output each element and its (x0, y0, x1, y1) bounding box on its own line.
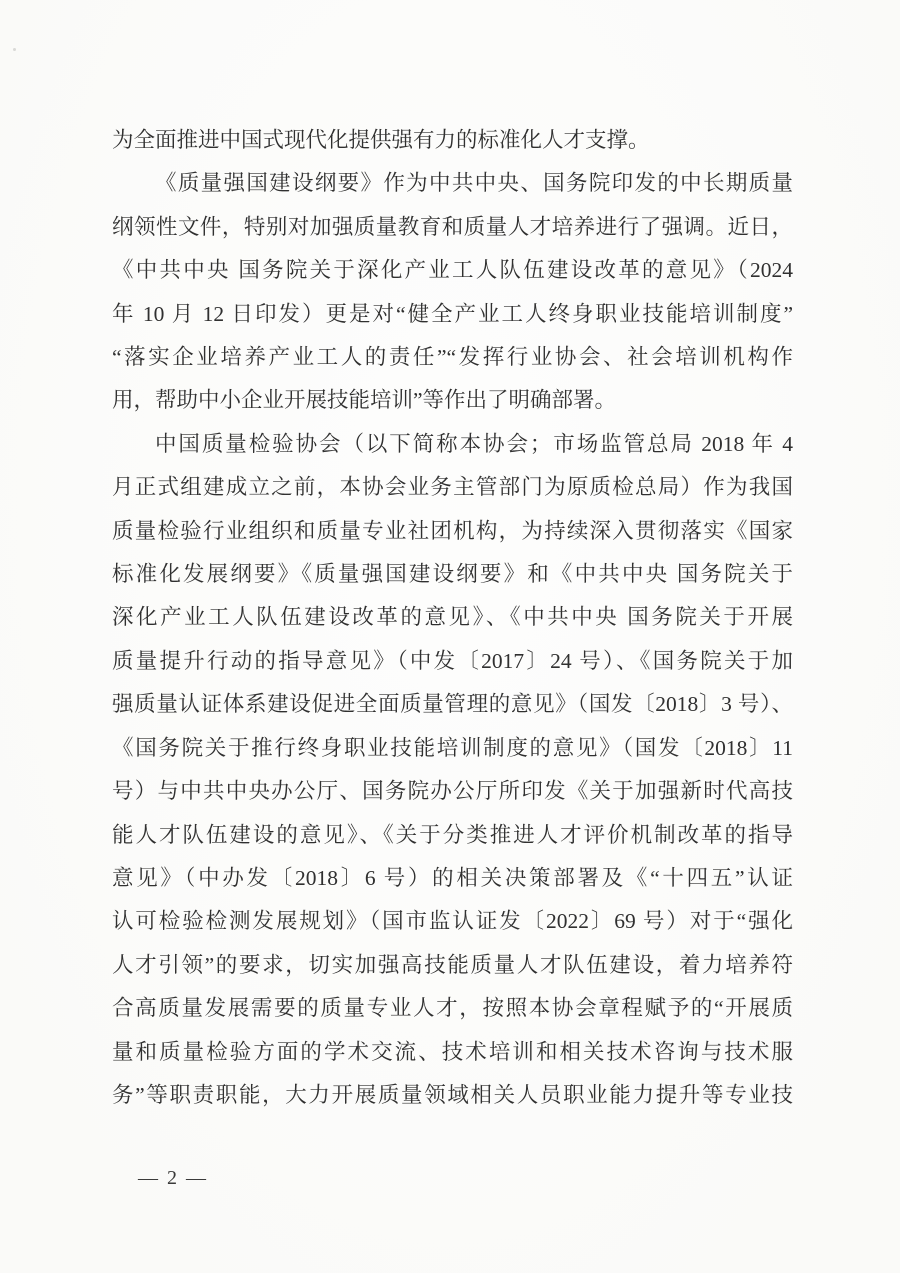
paragraph (112, 119, 793, 162)
document-body (112, 119, 793, 1117)
text-line: 务”等职责职能，大力开展质量领域相关人员职业能力提升等专业技 (112, 1082, 793, 1107)
text-line: 《国务院关于推行终身职业技能培训制度的意见》（国发〔2018〕11 (112, 735, 793, 760)
text-line: 为全面推进中国式现代化提供强有力的标准化人才支撑。 (112, 128, 650, 152)
text-line: 深化产业工人队伍建设改革的意见》、《中共中央 国务院关于开展 (112, 605, 793, 630)
text-line: 强质量认证体系建设促进全面质量管理的意见》（国发〔2018〕3 号）、 (112, 692, 793, 717)
text-line: 能人才队伍建设的意见》、《关于分类推进人才评价机制改革的指导 (112, 822, 793, 847)
text-line: “落实企业培养产业工人的责任”“发挥行业协会、社会培训机构作 (112, 345, 793, 370)
text-line: 标准化发展纲要》《质量强国建设纲要》和《中共中央 国务院关于 (112, 562, 793, 587)
text-line: 认可检验检测发展规划》（国市监认证发〔2022〕69 号）对于“强化 (112, 909, 793, 934)
text-line: 年 10 月 12 日印发）更是对“健全产业工人终身职业技能培训制度” (112, 301, 793, 326)
text-line: 质量提升行动的指导意见》（中发〔2017〕24 号）、《国务院关于加 (112, 648, 793, 673)
text-line: 合高质量发展需要的质量专业人才，按照本协会章程赋予的“开展质 (112, 996, 793, 1021)
paragraph (112, 162, 793, 422)
text-line: 《中共中央 国务院关于深化产业工人队伍建设改革的意见》（2024 (112, 258, 793, 283)
text-line: 中国质量检验协会（以下简称本协会；市场监管总局 2018 年 4 (155, 431, 793, 456)
text-line: 量和质量检验方面的学术交流、技术培训和相关技术咨询与技术服 (112, 1039, 793, 1064)
text-line: 人才引领”的要求，切实加强高技能质量人才队伍建设，着力培养符 (112, 952, 793, 977)
paragraph (112, 423, 793, 1118)
text-line: 月正式组建成立之前，本协会业务主管部门为原质检总局）作为我国 (112, 475, 793, 500)
text-line: 质量检验行业组织和质量专业社团机构，为持续深入贯彻落实《国家 (112, 518, 793, 543)
scan-artifact-speck (13, 48, 16, 51)
text-line: 《质量强国建设纲要》作为中共中央、国务院印发的中长期质量 (155, 171, 793, 196)
text-line: 用，帮助中小企业开展技能培训”等作出了明确部署。 (112, 388, 617, 413)
text-line: 意见》（中办发〔2018〕6 号）的相关决策部署及《“十四五”认证 (112, 865, 793, 890)
text-line: 纲领性文件，特别对加强质量教育和质量人才培养进行了强调。近日， (112, 214, 793, 239)
text-line: 号）与中共中央办公厅、国务院办公厅所印发《关于加强新时代高技 (112, 779, 793, 804)
page-number: — 2 — (138, 1167, 208, 1189)
